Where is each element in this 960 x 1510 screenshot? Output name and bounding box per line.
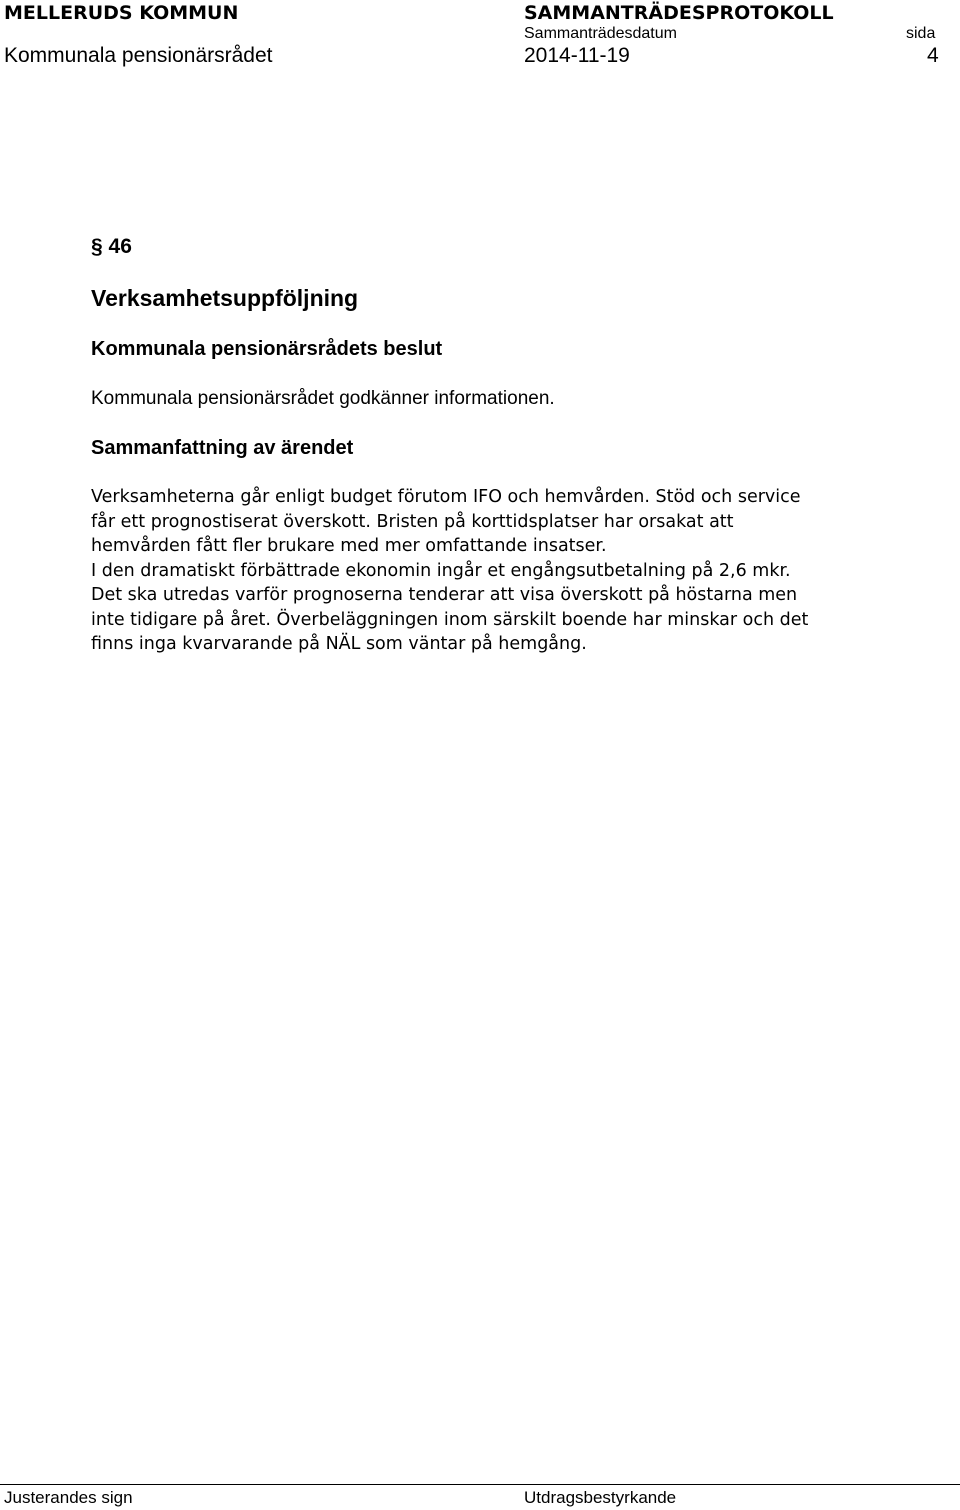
summary-line: hemvården fått fler brukare med mer omfattande insatser. <box>91 536 607 556</box>
section-title: Verksamhetsuppföljning <box>91 285 359 311</box>
summary-heading: Sammanfattning av ärendet <box>91 437 354 459</box>
org-name: MELLERUDS KOMMUN <box>4 2 239 24</box>
committee-name: Kommunala pensionärsrådet <box>4 44 273 67</box>
summary-line: Det ska utredas varför prognoserna tenderar att visa överskott på höstarna men <box>91 585 798 605</box>
summary-line: Verksamheterna går enligt budget förutom IFO och hemvården. Stöd och service <box>91 487 801 507</box>
decision-heading: Kommunala pensionärsrådets beslut <box>91 338 443 360</box>
section-number: § 46 <box>91 235 132 258</box>
summary-line: I den dramatiskt förbättrade ekonomin ingår et engångsutbetalning på 2,6 mkr. <box>91 560 791 581</box>
summary-line: inte tidigare på året. Överbeläggningen inom särskilt boende har minskar och det <box>91 609 809 630</box>
summary-line: får ett prognostiserat överskott. Bristen på korttidsplatser har orsakat att <box>91 511 734 532</box>
summary-body <box>91 485 931 657</box>
page-number: 4 <box>927 44 939 67</box>
decision-text: Kommunala pensionärsrådet godkänner informationen. <box>91 388 555 409</box>
meeting-date: 2014-11-19 <box>524 44 630 67</box>
utdragsbestyrkande-label: Utdragsbestyrkande <box>524 1488 677 1507</box>
footer-divider <box>0 1484 960 1485</box>
date-label: Sammanträdesdatum <box>524 25 677 42</box>
justerandes-sign-label: Justerandes sign <box>4 1488 133 1507</box>
doc-type: SAMMANTRÄDESPROTOKOLL <box>524 2 834 24</box>
summary-line: finns inga kvarvarande på NÄL som väntar på hemgång. <box>91 634 587 654</box>
page-label: sida <box>906 25 936 42</box>
